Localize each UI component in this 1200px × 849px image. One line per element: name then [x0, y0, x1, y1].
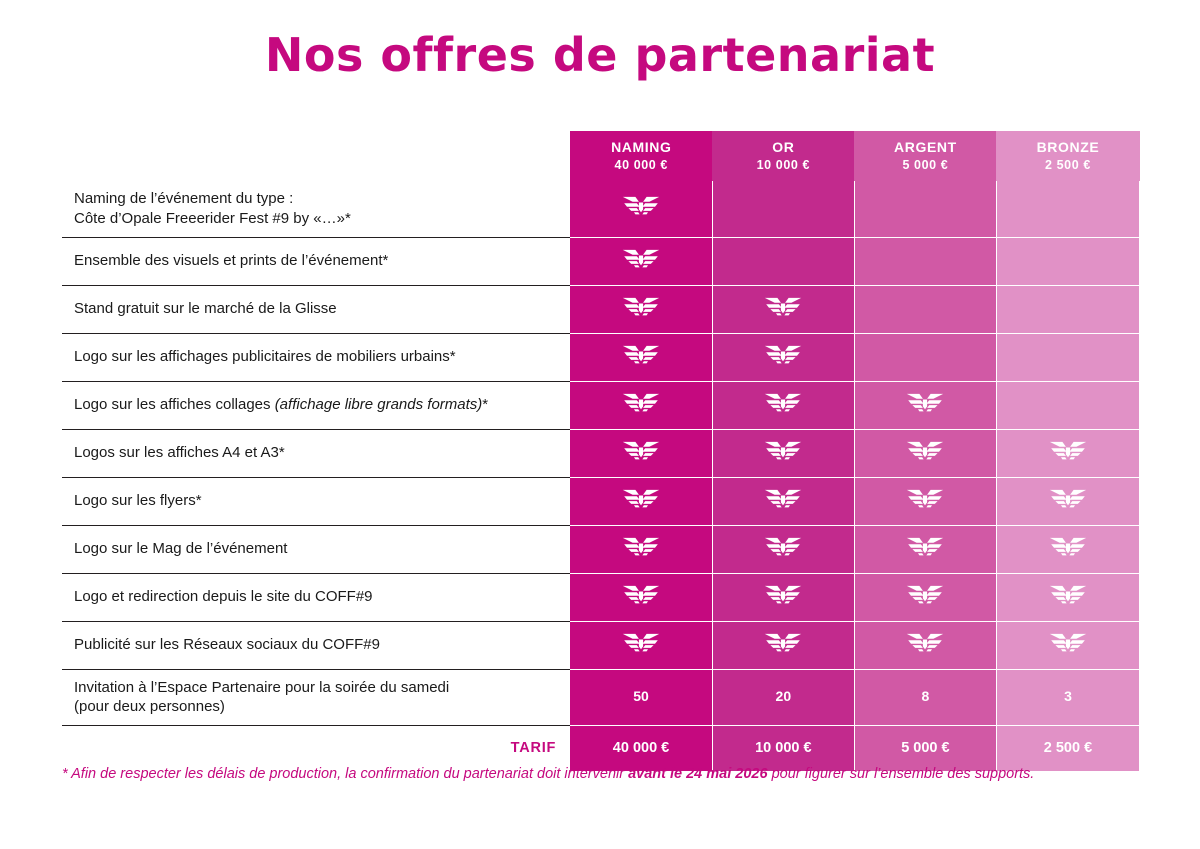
coff-logo-icon	[1047, 487, 1089, 511]
cell-value: 20	[775, 688, 792, 704]
cell-naming	[570, 381, 712, 429]
cell-or	[712, 429, 854, 477]
cell-argent	[854, 573, 996, 621]
tier-price: 2 500 €	[1045, 158, 1091, 172]
table-row	[62, 381, 1140, 429]
coff-logo-icon	[620, 535, 662, 559]
tier-price: 40 000 €	[614, 158, 668, 172]
row-label: Invitation à l’Espace Partenaire pour la soirée du samedi (pour deux personnes)	[62, 669, 570, 725]
cell-bronze	[996, 381, 1139, 429]
cell-argent	[854, 429, 996, 477]
coff-logo-icon	[762, 631, 804, 655]
coff-logo-icon	[762, 439, 804, 463]
table-row	[62, 285, 1140, 333]
offers-table-body	[62, 181, 1140, 771]
cell-argent	[854, 237, 996, 285]
header-empty-cell	[62, 131, 570, 181]
cell-bronze	[996, 525, 1139, 573]
table-row	[62, 237, 1140, 285]
cell-bronze	[996, 285, 1139, 333]
cell-naming	[570, 429, 712, 477]
cell-argent	[854, 285, 996, 333]
table-row	[62, 669, 1140, 725]
cell-argent	[854, 525, 996, 573]
coff-logo-icon	[904, 487, 946, 511]
tier-price: 10 000 €	[756, 158, 811, 172]
coff-logo-icon	[620, 583, 662, 607]
coff-logo-icon	[1047, 583, 1089, 607]
cell-bronze	[996, 237, 1139, 285]
coff-logo-icon	[762, 535, 804, 559]
row-label: Logos sur les affiches A4 et A3*	[62, 429, 570, 477]
row-label: Publicité sur les Réseaux sociaux du COFF#9	[62, 621, 570, 669]
tarif-value: 40 000 €	[612, 740, 670, 756]
cell-or	[712, 525, 854, 573]
offers-table	[62, 131, 1140, 772]
cell-bronze	[996, 621, 1139, 669]
cell-naming	[570, 181, 712, 237]
cell-bronze	[996, 429, 1139, 477]
coff-logo-icon	[762, 487, 804, 511]
cell-argent	[854, 333, 996, 381]
cell-bronze	[996, 333, 1139, 381]
coff-logo-icon	[904, 391, 946, 415]
table-row	[62, 181, 1140, 237]
coff-logo-icon	[620, 631, 662, 655]
cell-or	[712, 621, 854, 669]
cell-naming	[570, 285, 712, 333]
tarif-value: 10 000 €	[755, 740, 812, 756]
cell-or	[712, 381, 854, 429]
table-row	[62, 621, 1140, 669]
cell-value: 3	[1064, 688, 1072, 704]
cell-or	[712, 573, 854, 621]
tier-name: OR	[772, 139, 795, 156]
footnote-part1: * Afin de respecter les délais de production, la confirmation du partenariat doit intervenir	[62, 766, 629, 782]
cell-naming	[570, 573, 712, 621]
coff-logo-icon	[904, 583, 946, 607]
coff-logo-icon	[620, 439, 662, 463]
tier-price: 5 000 €	[902, 158, 949, 172]
cell-argent	[854, 181, 996, 237]
coff-logo-icon	[762, 295, 804, 319]
coff-logo-icon	[1047, 535, 1089, 559]
cell-argent	[854, 381, 996, 429]
tier-name: BRONZE	[1036, 139, 1100, 156]
cell-bronze	[996, 669, 1139, 725]
cell-naming	[570, 237, 712, 285]
coff-logo-icon	[1047, 439, 1089, 463]
header-tier-or	[712, 131, 854, 181]
footnote-part2: pour figurer sur l’ensemble des supports.	[767, 766, 1035, 782]
coff-logo-icon	[620, 295, 662, 319]
tarif-value: 2 500 €	[1043, 740, 1093, 756]
cell-naming	[570, 477, 712, 525]
coff-logo-icon	[620, 487, 662, 511]
cell-value: 8	[921, 688, 930, 704]
row-label: Ensemble des visuels et prints de l’événement*	[62, 237, 570, 285]
table-row	[62, 477, 1140, 525]
table-row	[62, 429, 1140, 477]
tier-name: ARGENT	[894, 139, 957, 156]
cell-or	[712, 333, 854, 381]
row-label: Naming de l’événement du type : Côte d’Opale Freeerider Fest #9 by «…»*	[62, 181, 570, 237]
coff-logo-icon	[1047, 631, 1089, 655]
cell-argent	[854, 477, 996, 525]
cell-or	[712, 285, 854, 333]
partnership-offers-table	[62, 131, 1140, 772]
cell-or	[712, 181, 854, 237]
cell-value: 50	[633, 688, 649, 704]
footnote-deadline: avant le 24 mai 2026	[628, 766, 768, 782]
tarif-value: 5 000 €	[901, 740, 950, 756]
coff-logo-icon	[904, 439, 946, 463]
row-label: Logo sur les affichages publicitaires de mobiliers urbains*	[62, 333, 570, 381]
page-title: Nos offres de partenariat	[264, 28, 936, 82]
cell-bronze	[996, 477, 1139, 525]
footnote	[62, 763, 1140, 785]
tarif-label: TARIF	[62, 725, 570, 771]
coff-logo-icon	[620, 247, 662, 271]
cell-bronze	[996, 181, 1139, 237]
cell-argent	[854, 621, 996, 669]
coff-logo-icon	[620, 391, 662, 415]
coff-logo-icon	[620, 343, 662, 367]
cell-or	[712, 477, 854, 525]
table-row	[62, 333, 1140, 381]
coff-logo-icon	[762, 343, 804, 367]
table-row	[62, 525, 1140, 573]
header-tier-naming	[570, 131, 712, 181]
cell-naming	[570, 333, 712, 381]
header-tier-argent	[854, 131, 996, 181]
cell-or	[712, 237, 854, 285]
coff-logo-icon	[762, 391, 804, 415]
header-tier-bronze	[996, 131, 1139, 181]
cell-argent	[854, 669, 996, 725]
cell-bronze	[996, 573, 1139, 621]
row-label: Logo sur le Mag de l’événement	[62, 525, 570, 573]
coff-logo-icon	[904, 535, 946, 559]
coff-logo-icon	[762, 583, 804, 607]
coff-logo-icon	[904, 631, 946, 655]
cell-or	[712, 669, 854, 725]
row-label: Logo sur les affiches collages (affichage libre grands formats)*	[62, 381, 570, 429]
coff-logo-icon	[620, 194, 662, 218]
row-label: Stand gratuit sur le marché de la Glisse	[62, 285, 570, 333]
cell-naming	[570, 669, 712, 725]
table-row	[62, 573, 1140, 621]
cell-naming	[570, 525, 712, 573]
cell-naming	[570, 621, 712, 669]
row-label: Logo sur les flyers*	[62, 477, 570, 525]
table-header-row	[62, 131, 1140, 181]
tier-name: NAMING	[611, 139, 672, 156]
row-label: Logo et redirection depuis le site du COFF#9	[62, 573, 570, 621]
